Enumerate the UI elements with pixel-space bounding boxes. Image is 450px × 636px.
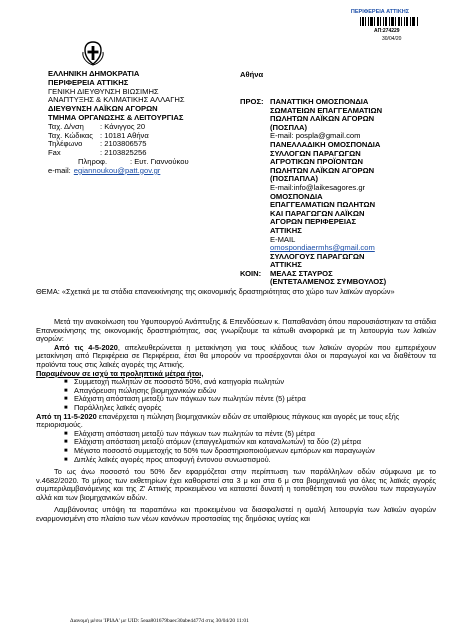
pros-label: ΠΡΟΣ: <box>240 97 264 106</box>
recipient-line: ΠΩΛΗΤΩΝ ΛΑΪΚΩΝ ΑΓΟΡΩΝ <box>270 165 375 175</box>
barcode-icon <box>360 17 420 26</box>
recipient-line: ΠΑΝΕΛΛΑΔΙΚΗ ΟΜΟΣΠΟΝΔΙΑ <box>270 139 381 149</box>
measures-heading: Παραμένουν σε ισχύ τα προληπτικά μέτρα ήτοι, <box>36 368 204 378</box>
recipient-line: ΕΠΑΓΓΕΛΜΑΤΙΩΝ ΠΩΛΗΤΩΝ <box>270 200 376 210</box>
recipient-line: ΑΓΟΡΩΝ ΠΕΡΙΦΕΡΕΙΑΣ <box>270 217 357 227</box>
sender-email-link[interactable]: egiannoukou@patt.gov.gr <box>73 165 161 175</box>
recipient-line: ΠΩΛΗΤΩΝ ΛΑΪΚΩΝ ΑΓΟΡΩΝ <box>270 114 375 124</box>
list-item: ■ Ελάχιστη απόσταση μεταξύ των πάγκων των πωλητών τα πέντε (5) μέτρα <box>64 430 436 439</box>
email-row: e-mail: egiannoukou@patt.gov.gr <box>48 165 161 175</box>
recipient-line: (ΠΟΣΠΛΑ) <box>270 122 308 132</box>
recipient-line: ΟΜΟΣΠΟΝΔΙΑ <box>270 191 323 201</box>
address-row: Ταχ. Κώδικας : 10181 Αθήνα <box>48 130 149 140</box>
list-item: ■ Μέγιστο ποσοστό συμμετοχής το 50% των δραστηριοποιούμενων εμπόρων και παραγωγών <box>64 447 436 456</box>
restrictions-list <box>36 430 436 464</box>
sender-line: ΠΕΡΙΦΕΡΕΙΑ ΑΤΤΙΚΗΣ <box>48 77 129 87</box>
body-paragraph: Από τη 11-5-2020 επανέρχεται η πώληση βιομηχανικών ειδών σε υπαίθριους πάγκους και αγορές με τους εξής περιορισμούς. <box>36 411 400 430</box>
list-item: ■ Ελάχιστη απόσταση μεταξύ ατόμων (επαγγελματιών και καταναλωτών) τα δύο (2) μέτρα <box>64 438 436 447</box>
recipient-line: ΑΤΤΙΚΗΣ <box>270 225 302 235</box>
recipient-line: ΣΩΜΑΤΕΙΩΝ ΕΠΑΓΓΕΛΜΑΤΙΩΝ <box>270 105 383 115</box>
body-paragraph: Μετά την ανακοίνωση του Υφυπουργού Ανάπτυξης & Επενδύσεων κ. Παπαθανάση όπου παρουσιάστηκαν τα στάδια Επανεκκίνησης της οικονομικής δραστηριότητας, σας γνωρίζουμε τα κάτωθι αναφορικά με τη λειτουργία των λαϊκών αγορών: <box>36 317 436 344</box>
body-paragraph: Το ως άνω ποσοστό του 50% δεν εφαρμόζεται στην περίπτωση των παράλληλων οδών σύμφωνα με το ν.4682/2020. Το μήκος των εκθετηρίων έχει καθοριστεί στα 3 μ και στα 6 μ στα βιομηχανικά για όλες τις λαϊκές αγορές συμπεριλαμβανόμενης και της Ζ' Αττικής προκειμένου να καταστεί δυνατή η τοποθέτηση του συνόλου των παραγωγών αλλά και των βιομηχανικών ειδών. <box>36 467 436 502</box>
sender-line: ΑΝΑΠΤΥΞΗΣ & ΚΛΙΜΑΤΙΚΗΣ ΑΛΛΑΓΗΣ <box>48 95 185 105</box>
list-item: ■ Παράλληλες λαϊκές αγορές <box>64 404 436 413</box>
recipient-email-label: E-MAIL <box>270 234 296 244</box>
recipient-line: ΑΓΡΟΤΙΚΩΝ ΠΡΟΪΟΝΤΩΝ <box>270 157 363 167</box>
measures-list <box>36 378 436 412</box>
protocol-stamp <box>330 8 430 43</box>
recipient-line: ΣΥΛΛΟΓΟΥΣ ΠΑΡΑΓΩΓΩΝ <box>270 251 365 261</box>
stamp-date: 30/04/20 <box>382 36 402 42</box>
list-item: ■ Συμμετοχή πωλητών σε ποσοστό 50%, ανά κατηγορία πωλητών <box>64 378 436 387</box>
address-row: Fax : 2103825256 <box>48 148 147 158</box>
recipient-line: ΚΑΙ ΠΑΡΑΓΩΓΩΝ ΛΑΪΚΩΝ <box>270 208 365 218</box>
koin-line: ΜΕΛΑΣ ΣΤΑΥΡΟΣ <box>270 268 333 278</box>
koin-label: ΚΟΙΝ: <box>240 268 262 278</box>
recipient-line: (ΠΟΣΠΑΠΛΑ) <box>270 174 319 184</box>
recipient-line: ΣΥΛΛΟΓΩΝ ΠΑΡΑΓΩΓΩΝ <box>270 148 361 158</box>
letter-body <box>36 318 436 524</box>
sender-line: ΤΜΗΜΑ ΟΡΓΑΝΩΣΗΣ & ΛΕΙΤΟΥΡΓΙΑΣ <box>48 112 184 122</box>
sender-block <box>48 70 238 176</box>
distribution-footer: Διανομή μέσω 'ΙΡΙΔΑ' με UID: 5eaa801679baec30abe4477d στις 30/04/20 11:01 <box>70 618 249 624</box>
body-paragraph: Από τις 4-5-2020, απελευθερώνεται η μετακίνηση για τους κλάδους των λαϊκών αγορών που εμπεριέχουν μετακίνηση από Περιφέρεια σε Περιφέρεια, έτσι θα μπορούν να προσέρχονται όλοι οι παραγωγοί και να διαθέτουν τα προϊόντα τους στις λαϊκές αγορές της Αττικής. <box>36 342 436 369</box>
stamp-protocol: ΑΠ:274229 <box>374 28 400 34</box>
recipients-block <box>240 98 440 287</box>
list-item: ■ Απαγόρευση πώλησης βιομηχανικών ειδών <box>64 387 436 396</box>
recipient-email: E-mail: pospla@gmail.com <box>270 131 361 141</box>
koin-line: (ΕΝΤΕΤΑΛΜΕΝΟΣ ΣΥΜΒΟΥΛΟΣ) <box>270 277 387 287</box>
body-paragraph: Λαμβάνοντας υπόψη τα παραπάνω και προκειμένου να διασφαλιστεί η ομαλή λειτουργία των λαϊκών αγορών εναρμονισμένη στο πλαίσιο των νέων κανόνων προστασίας της δημόσιας υγείας και <box>36 505 436 524</box>
sender-line: ΔΙΕΥΘΥΝΣΗ ΛΑΪΚΩΝ ΑΓΟΡΩΝ <box>48 104 158 114</box>
sender-line: ΕΛΛΗΝΙΚΗ ΔΗΜΟΚΡΑΤΙΑ <box>48 69 140 78</box>
address-row: Πληροφ. : Ευτ. Γιαννούκου <box>78 156 189 166</box>
recipient-email-link[interactable]: omospondiaermhs@gmail.com <box>270 243 375 253</box>
list-item: ■ Ελάχιστη απόσταση μεταξύ των πάγκων των πωλητών πέντε (5) μέτρα <box>64 395 436 404</box>
list-item: ■ Διπλές λαϊκές αγορές προς αποφυγή έντονου συνωστισμού. <box>64 456 436 465</box>
greek-coat-of-arms-icon <box>80 40 106 66</box>
recipient-email: E-mail:info@laikesagores.gr <box>270 182 366 192</box>
recipient-line: ΠΑΝΑΤΤΙΚΗ ΟΜΟΣΠΟΝΔΙΑ <box>270 97 369 106</box>
stamp-region: ΠΕΡΙΦΕΡΕΙΑ ΑΤΤΙΚΗΣ <box>350 9 410 15</box>
city-label: Αθήνα <box>240 70 264 79</box>
subject-line: ΘΕΜΑ: «Σχετικά με τα στάδια επανεκκίνησης της οικονομικής δραστηριότητας στο χώρο των λαϊκών αγορών» <box>36 287 395 296</box>
sender-line: ΓΕΝΙΚΗ ΔΙΕΥΘΥΝΣΗ ΒΙΩΣΙΜΗΣ <box>48 86 159 96</box>
recipient-line: ΑΤΤΙΚΗΣ <box>270 260 302 270</box>
address-row: Τηλέφωνο : 2103806575 <box>48 139 147 149</box>
address-row: Ταχ. Δ/νση : Κάνιγγος 20 <box>48 121 146 131</box>
